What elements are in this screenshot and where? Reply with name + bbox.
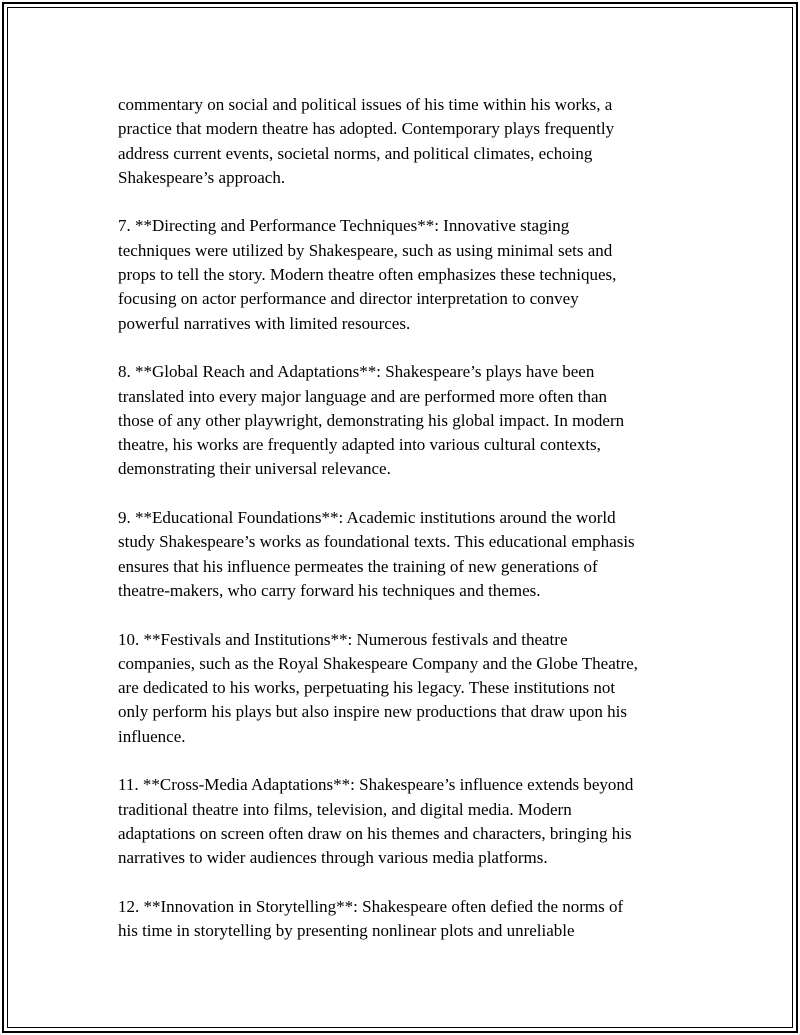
paragraph-item-8: 8. **Global Reach and Adaptations**: Shakespeare’s plays have been translated into every major language and are performed more often than those of any other playwright, demonstrating his global impact. In modern theatre, his works are frequently adapted into various cultural contexts, demonstrating their universal relevance. (118, 362, 625, 479)
paragraph-item-10: 10. **Festivals and Institutions**: Numerous festivals and theatre companies, such as the Royal Shakespeare Company and the Globe Theatre, are dedicated to his works, perpetuating his legacy. These institutions not only perform his plays but also inspire new productions that draw upon his influence. (118, 629, 638, 746)
paragraph-item-12: 12. **Innovation in Storytelling**: Shakespeare often defied the norms of his time in storytelling by presenting nonlinear plots and unreliable (118, 896, 624, 941)
paragraph-item-11: 11. **Cross-Media Adaptations**: Shakespeare’s influence extends beyond traditional theatre into films, television, and digital media. Modern adaptations on screen often draw on his themes and characters, bringing his narratives to wider audiences through various media platforms. (118, 775, 634, 868)
paragraph-commentary-continuation: commentary on social and political issues of his time within his works, a practice that modern theatre has adopted. Contemporary plays frequently address current events, societal norms, and political climates, echoing Shakespeare’s approach. (118, 95, 615, 187)
paragraph-item-7: 7. **Directing and Performance Techniques**: Innovative staging techniques were utilized by Shakespeare, such as using minimal sets and props to tell the story. Modern theatre often emphasizes these techniques, focusing on actor performance and director interpretation to convey powerful narratives with limited resources. (118, 216, 617, 333)
paragraph-item-9: 9. **Educational Foundations**: Academic institutions around the world study Shakespeare’s works as foundational texts. This educational emphasis ensures that his influence permeates the training of new generations of theatre-makers, who carry forward his techniques and themes. (118, 508, 635, 600)
document-body (118, 93, 688, 968)
